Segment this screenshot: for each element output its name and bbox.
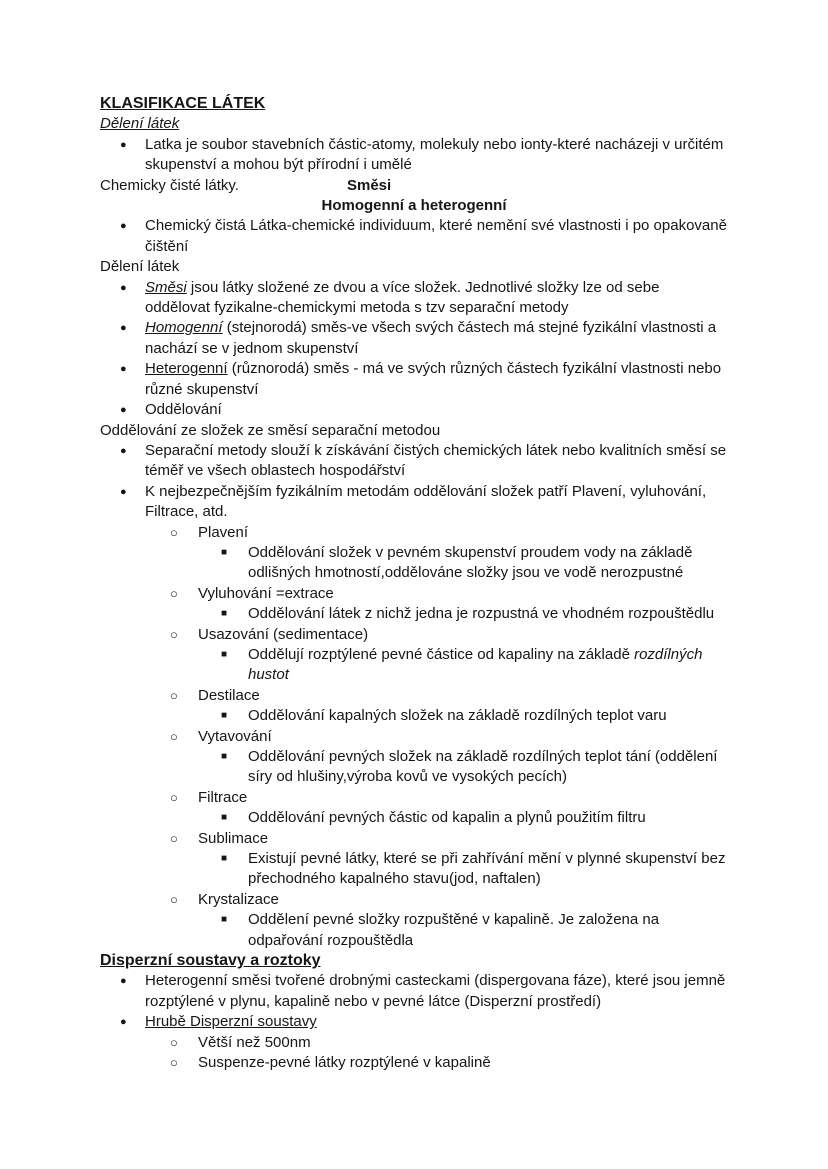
text-segment: Směsi xyxy=(347,176,392,194)
list-item-level-1 xyxy=(0,971,728,1012)
text-segment: Oddělování pevných částic od kapalin a plynů použitím filtru xyxy=(248,809,646,827)
text-segment: Sublimace xyxy=(198,829,269,847)
list-item-level-3 xyxy=(0,645,728,686)
list-item-level-3 xyxy=(0,849,728,890)
list-item-level-3 xyxy=(0,910,728,951)
bullet-circle-icon: ○ xyxy=(170,728,178,744)
section-heading xyxy=(0,951,728,971)
list-item-level-3 xyxy=(0,604,728,624)
text-segment: Heterogenní xyxy=(145,360,228,378)
text-segment: Separační metody slouží k získávání čistých chemických látek nebo kvalitních směsí se téměř ve všech oblastech hospodářství xyxy=(145,441,727,480)
bullet-square-icon: ■ xyxy=(221,648,228,660)
paragraph xyxy=(0,114,728,134)
bullet-square-icon: ■ xyxy=(221,751,228,762)
list-item-level-3 xyxy=(0,808,728,828)
bullet-circle-icon: ○ xyxy=(170,687,178,703)
list-item-level-3 xyxy=(0,706,728,726)
text-segment: Oddělení pevné složky rozpuštěné v kapalině. Je založena na odpařování rozpouštědla xyxy=(248,911,660,949)
text-segment: Homogenní a heterogenní xyxy=(321,197,507,215)
list-item-level-2 xyxy=(0,727,728,747)
text-segment: Oddělování ze složek ze směsí separační metodou xyxy=(100,421,441,439)
text-segment: Usazování (sedimentace) xyxy=(198,625,369,643)
text-segment: (stejnorodá) směs-ve všech svých částech má stejné fyzikální vlastnosti a nachází se v jednom skupenství xyxy=(145,319,717,357)
text-segment: Vytavování xyxy=(198,727,272,745)
bullet-disc-icon: ● xyxy=(120,363,127,376)
bullet-disc-icon: ● xyxy=(120,138,127,151)
bullet-circle-icon: ○ xyxy=(170,626,178,642)
centered-heading xyxy=(0,196,728,216)
text-segment: Heterogenní směsi tvořené drobnými casteckami (dispergovana fáze), které jsou jemně rozptýlené v plynu, kapalině nebo v pevné látce (Disperzní prostředí) xyxy=(145,972,726,1010)
bullet-square-icon: ■ xyxy=(221,710,228,722)
text-segment: Latka je soubor stavebních částic-atomy, molekuly nebo ionty-které nacházeji v určitém skupenství a mohou být přírodní i umělé xyxy=(145,135,724,174)
text-segment: jsou látky složené ze dvou a více složek. Jednotlivé složky lze od sebe oddělovat fyzikalne-chemickymi metoda s tzv separační metody xyxy=(145,278,660,317)
list-item-level-1 xyxy=(0,216,728,257)
paragraph xyxy=(0,421,728,441)
text-segment: Krystalizace xyxy=(198,890,279,908)
list-item-level-1 xyxy=(0,359,728,400)
list-item-level-1 xyxy=(0,400,728,420)
text-segment: Větší než 500nm xyxy=(198,1033,311,1051)
text-segment: Oddělování látek z nichž jedna je rozpustná ve vhodném rozpouštědlu xyxy=(248,605,715,623)
list-item-level-1 xyxy=(0,278,728,319)
list-item-level-1 xyxy=(0,482,728,523)
text-segment: Hrubě Disperzní soustavy xyxy=(145,1013,317,1031)
list-item-level-2 xyxy=(0,1053,728,1073)
list-item-level-2 xyxy=(0,625,728,645)
bullet-square-icon: ■ xyxy=(221,812,228,824)
document-title xyxy=(0,94,728,114)
bullet-disc-icon: ● xyxy=(120,281,127,294)
paragraph xyxy=(0,257,728,277)
list-item-level-1 xyxy=(0,1012,728,1032)
text-segment: Disperzní soustavy a roztoky xyxy=(100,952,321,970)
bullet-circle-icon: ○ xyxy=(170,1055,178,1071)
text-segment: Homogenní xyxy=(145,319,223,337)
text-segment: KLASIFIKACE LÁTEK xyxy=(100,95,266,112)
text-segment: Oddělování xyxy=(145,401,222,419)
paragraph xyxy=(0,176,728,196)
list-item-level-1 xyxy=(0,318,728,359)
text-segment: Dělení látek xyxy=(100,258,180,276)
bullet-circle-icon: ○ xyxy=(170,524,178,540)
text-segment: Oddělování složek v pevném skupenství proudem vody na základě odlišných hmotností,oddělováne složky jsou ve vodě nerozpustné xyxy=(248,543,693,582)
bullet-square-icon: ■ xyxy=(221,546,228,558)
bullet-square-icon: ■ xyxy=(221,914,228,926)
text-segment: Směsi xyxy=(145,278,187,296)
bullet-disc-icon: ● xyxy=(120,485,127,498)
text-segment: Dělení látek xyxy=(100,115,180,133)
text-segment: Oddělování pevných složek na základě rozdílných teplot tání (oddělení síry od hlušiny,výroba kovů ve vysokých pecích) xyxy=(248,748,718,786)
bullet-circle-icon: ○ xyxy=(170,789,178,805)
text-segment: Existují pevné látky, které se při zahřívání mění v plynné skupenství bez přechodného kapalného stavu(jod, naftalen) xyxy=(248,850,726,888)
text-segment: Chemický čistá Látka-chemické individuum, které nemění své vlastnosti i po opakovaně čištění xyxy=(145,217,727,255)
list-item-level-1 xyxy=(0,441,728,482)
text-segment: Oddělují rozptýlené pevné částice od kapaliny na základě xyxy=(248,645,635,663)
bullet-disc-icon: ● xyxy=(120,220,127,233)
text-segment: Destilace xyxy=(198,686,260,704)
list-item-level-1 xyxy=(0,135,728,176)
list-item-level-2 xyxy=(0,1033,728,1053)
list-item-level-2 xyxy=(0,788,728,808)
bullet-square-icon: ■ xyxy=(221,608,228,620)
list-item-level-2 xyxy=(0,829,728,849)
text-segment: Plavení xyxy=(198,523,249,541)
list-item-level-2 xyxy=(0,523,728,543)
text-segment: K nejbezpečnějším fyzikálním metodám oddělování složek patří Plavení, vyluhování, Filtrace, atd. xyxy=(145,482,707,521)
bullet-circle-icon: ○ xyxy=(170,830,178,846)
bullet-disc-icon: ● xyxy=(120,404,127,417)
bullet-circle-icon: ○ xyxy=(170,891,178,907)
bullet-square-icon: ■ xyxy=(221,853,228,865)
text-segment: Vyluhování =extrace xyxy=(198,584,334,602)
text-segment: Filtrace xyxy=(198,788,248,806)
bullet-disc-icon: ● xyxy=(120,975,127,988)
bullet-disc-icon: ● xyxy=(120,444,127,457)
list-item-level-2 xyxy=(0,686,728,706)
bullet-circle-icon: ○ xyxy=(170,585,178,601)
text-segment: Oddělování kapalných složek na základě rozdílných teplot varu xyxy=(248,707,667,725)
list-item-level-2 xyxy=(0,584,728,604)
list-item-level-2 xyxy=(0,890,728,910)
text-segment: Suspenze-pevné látky rozptýlené v kapalině xyxy=(198,1054,491,1072)
bullet-disc-icon: ● xyxy=(120,1016,127,1029)
bullet-circle-icon: ○ xyxy=(170,1034,178,1050)
bullet-disc-icon: ● xyxy=(120,322,127,335)
list-item-level-3 xyxy=(0,747,728,788)
list-item-level-3 xyxy=(0,543,728,584)
text-segment: rozdílných hustot xyxy=(248,645,703,684)
text-segment: Chemicky čisté látky. xyxy=(100,176,239,194)
text-segment: (různorodá) směs - má ve svých různých částech fyzikální vlastnosti nebo různé skupenství xyxy=(145,360,722,398)
